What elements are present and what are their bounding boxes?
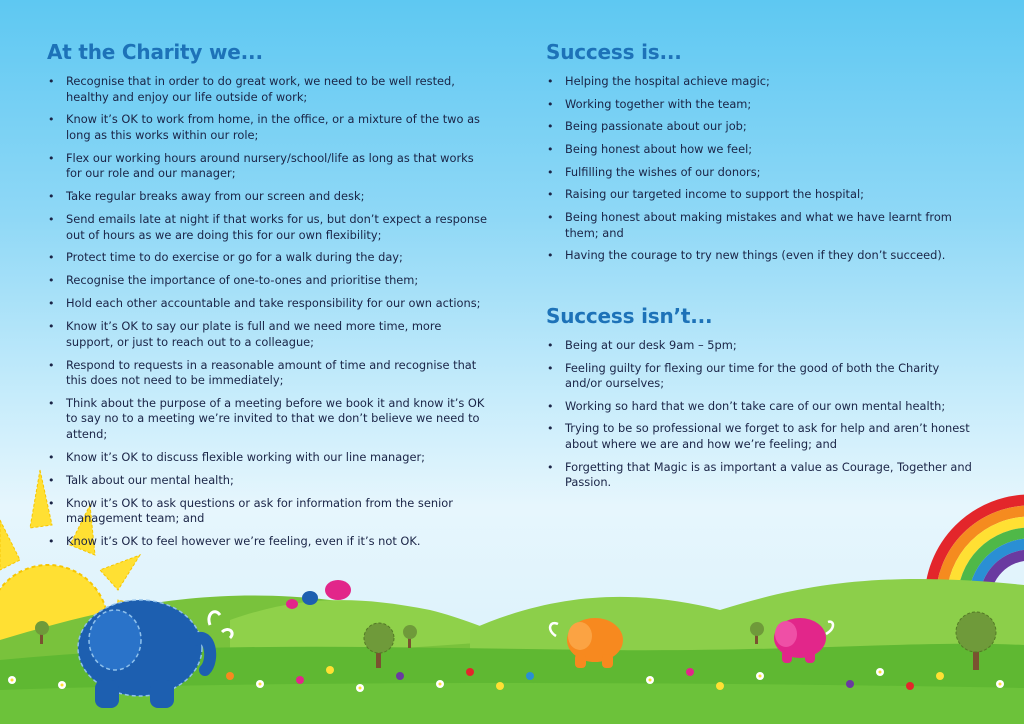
- list-item: • Take regular breaks away from our screen and desk;: [47, 189, 487, 205]
- list-item: • Recognise the importance of one-to-ones and prioritise them;: [47, 273, 487, 289]
- list-item: • Helping the hospital achieve magic;: [546, 74, 976, 90]
- success-isnt-list: [546, 338, 976, 491]
- list-item: • Hold each other accountable and take responsibility for our own actions;: [47, 296, 487, 312]
- charity-list: [47, 74, 487, 549]
- charity-heading: At the Charity we...: [47, 40, 263, 64]
- list-item: • Know it’s OK to ask questions or ask for information from the senior management team; and: [47, 496, 487, 527]
- list-item: • Having the courage to try new things (even if they don’t succeed).: [546, 248, 976, 264]
- list-item: • Send emails late at night if that works for us, but don’t expect a response out of hours as we are doing this for our own flexibility;: [47, 212, 487, 243]
- list-item: • Recognise that in order to do great work, we need to be well rested, healthy and enjoy our life outside of work;: [47, 74, 487, 105]
- charity-section: [47, 40, 487, 557]
- list-item: • Flex our working hours around nursery/school/life as long as that works for our role and our manager;: [47, 151, 487, 182]
- list-item: • Forgetting that Magic is as important a value as Courage, Together and Passion.: [546, 460, 976, 491]
- list-item: • Know it’s OK to feel however we’re feeling, even if it’s not OK.: [47, 534, 487, 550]
- list-item: • Talk about our mental health;: [47, 473, 487, 489]
- list-item: • Fulfilling the wishes of our donors;: [546, 165, 976, 181]
- list-item: • Being passionate about our job;: [546, 119, 976, 135]
- list-item: • Feeling guilty for flexing our time for the good of both the Charity and/or ourselves;: [546, 361, 976, 392]
- success-is-list: [546, 74, 976, 264]
- list-item: • Respond to requests in a reasonable amount of time and recognise that this does not need to be immediately;: [47, 358, 487, 389]
- list-item: • Protect time to do exercise or go for a walk during the day;: [47, 250, 487, 266]
- success-is-heading: Success is...: [546, 40, 682, 64]
- list-item: • Trying to be so professional we forget to ask for help and aren’t honest about where we are and how we’re feeling; and: [546, 421, 976, 452]
- list-item: • Know it’s OK to discuss flexible working with our line manager;: [47, 450, 487, 466]
- list-item: • Know it’s OK to work from home, in the office, or a mixture of the two as long as this works within our role;: [47, 112, 487, 143]
- list-item: • Being honest about how we feel;: [546, 142, 976, 158]
- list-item: • Raising our targeted income to support the hospital;: [546, 187, 976, 203]
- success-isnt-heading: Success isn’t...: [546, 303, 713, 328]
- list-item: • Know it’s OK to say our plate is full and we need more time, more support, or just to reach out to a colleague;: [47, 319, 487, 350]
- list-item: • Think about the purpose of a meeting before we book it and know it’s OK to say no to a meeting we’re invited to that we don’t believe we need to attend;: [47, 396, 487, 443]
- list-item: • Working so hard that we don’t take care of our own mental health;: [546, 399, 976, 415]
- list-item: • Being honest about making mistakes and what we have learnt from them; and: [546, 210, 976, 241]
- success-section: [546, 40, 976, 498]
- list-item: • Working together with the team;: [546, 97, 976, 113]
- list-item: • Being at our desk 9am – 5pm;: [546, 338, 976, 354]
